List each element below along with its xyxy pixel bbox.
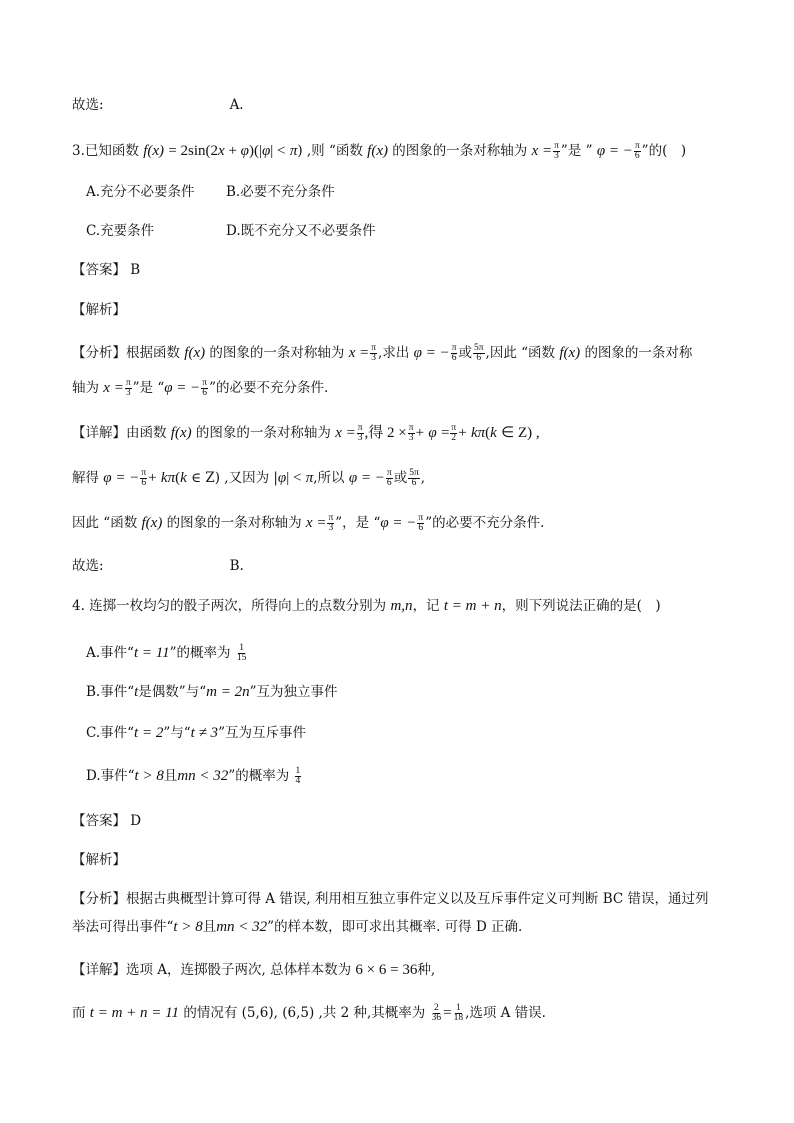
choose-answer: A.	[229, 97, 244, 113]
text: ”互为互斥事件	[218, 725, 306, 741]
text: 轴为	[72, 380, 99, 396]
fraction: $\frac{\pi}{3}$	[554, 141, 559, 161]
fraction: $\frac{2}{36}$	[431, 1003, 442, 1023]
text: ”的必要不充分条件.	[425, 515, 545, 531]
stem-text: ”是 ”	[560, 143, 593, 159]
fraction: $\frac{1}{18}$	[453, 1003, 464, 1023]
math-text: | <	[270, 143, 286, 159]
fraction: $\frac{\pi}{3}$	[328, 513, 334, 533]
q3-xiangjie-line2	[72, 468, 425, 488]
math-kpi: kπ	[160, 470, 176, 486]
q4-answer: 【答案】 D	[72, 813, 142, 829]
math-phi-eq: φ = −	[380, 515, 417, 531]
math-text: ,得 2 ×	[364, 425, 407, 441]
text: 因此 “函数	[72, 515, 138, 531]
math-expr: t > 8	[134, 768, 164, 784]
q4-xiangjie-line2	[72, 1003, 546, 1023]
math-x-eq: x =	[348, 345, 370, 361]
option-d[interactable]: D.既不充分又不必要条件	[226, 223, 376, 239]
math-t: t	[134, 684, 139, 700]
text: 的图象的一条对称	[584, 345, 693, 361]
q4-option-c[interactable]	[86, 723, 306, 743]
q3-options-row1	[86, 182, 335, 202]
text: ”，是 “	[335, 515, 381, 531]
text: ”的必要不充分条件.	[209, 380, 329, 396]
fraction: $\frac{1}{15}$	[236, 643, 247, 663]
fraction: $\frac{\pi}{3}$	[125, 378, 131, 398]
text: 且	[163, 768, 178, 784]
math-fx: f(x)	[170, 425, 192, 441]
math-text: +	[458, 425, 467, 441]
text: 或	[458, 345, 472, 361]
math-text: (	[175, 470, 181, 486]
q3-answer: 【答案】 B	[72, 262, 141, 278]
option-b[interactable]: B.必要不充分条件	[226, 184, 335, 200]
math-expr: t = 11	[133, 645, 170, 661]
q4-option-b[interactable]	[86, 682, 337, 702]
math-expr: t > 8	[173, 919, 203, 935]
math-phi-eq: φ = −	[164, 380, 201, 396]
text: 举法可得出事件“	[72, 919, 174, 935]
math-expr: m = 2n	[206, 684, 250, 700]
math-phi: φ	[240, 143, 249, 159]
math-x: x	[218, 143, 225, 159]
q3-conclusion	[72, 513, 544, 533]
fraction: $\frac{\pi}{3}$	[371, 343, 377, 363]
math-mn: m,n	[390, 598, 413, 614]
math-phi-eq: φ = −	[103, 470, 140, 486]
text: 种,	[417, 962, 436, 978]
math-text: )(|	[248, 143, 262, 159]
math-pi: π	[289, 143, 298, 159]
text: ”是 “	[132, 380, 165, 396]
math-fx: f(x)	[143, 143, 165, 159]
q3-xiangjie-line1	[72, 423, 540, 443]
fraction: $\frac{\pi}{6}$	[418, 513, 424, 533]
math-text: =	[443, 1005, 452, 1021]
text: ”的概率为	[228, 768, 290, 784]
fraction: $\frac{1}{4}$	[295, 766, 301, 786]
math-text: +	[148, 470, 157, 486]
math-phi-eq: φ = −	[596, 143, 633, 159]
math-text: ∈ Z) ,	[501, 425, 540, 441]
q4-option-d[interactable]	[86, 766, 302, 786]
math-text: = 2sin(2	[168, 143, 219, 159]
text: 的情况有 (5,6), (6,5) ,共 2 种,其概率为	[183, 1005, 426, 1021]
fraction: $\frac{5\pi}{6}$	[409, 468, 419, 488]
math-phi: φ	[261, 143, 271, 159]
math-expr: 6 × 6 = 36	[355, 962, 418, 978]
text: ,所以	[313, 470, 345, 486]
q3-jiexi-heading: 【解析】	[72, 302, 126, 318]
text: 的图象的一条对称轴为	[195, 425, 331, 441]
text: ,选项 A 错误.	[465, 1005, 546, 1021]
text: ∈ Z) ,又因为 |	[191, 470, 278, 486]
math-text: (	[485, 425, 491, 441]
fraction: $\frac{\pi}{6}$	[451, 343, 457, 363]
math-phi: φ	[277, 470, 287, 486]
question-number: 3.	[72, 143, 85, 159]
text: 解得	[72, 470, 99, 486]
q3-fenxi-line1	[72, 343, 692, 363]
text: ，记	[412, 598, 440, 614]
text: D.事件“	[86, 768, 135, 784]
text: ，则下列说法正确的是( )	[501, 598, 661, 614]
text: B.事件“	[86, 684, 135, 700]
fraction: $\frac{\pi}{2}$	[451, 423, 457, 443]
text: ”互为独立事件	[249, 684, 338, 700]
text: 【详解】由函数	[72, 425, 167, 441]
math-k: k	[180, 470, 187, 486]
math-fx: f(x)	[367, 143, 388, 159]
q4-stem	[72, 596, 661, 616]
math-expr: t ≠ 3	[190, 725, 219, 741]
math-phi: φ	[428, 425, 437, 441]
q3-options-row2	[86, 221, 376, 241]
text: 的图象的一条对称轴为	[166, 515, 302, 531]
text: ,	[420, 470, 426, 486]
text: 是偶数”与“	[138, 684, 207, 700]
text: 4. 连掷一枚均匀的骰子两次，所得向上的点数分别为	[72, 598, 387, 614]
fraction: $\frac{\pi}{6}$	[141, 468, 147, 488]
math-phi-eq: φ = −	[413, 345, 450, 361]
math-t-eq: t = m + n	[443, 598, 502, 614]
text: 【分析】根据函数	[72, 345, 180, 361]
fraction: $\frac{\pi}{6}$	[634, 141, 640, 161]
math-expr: t = 2	[134, 725, 164, 741]
text: 或	[393, 470, 408, 486]
math-expr: mn < 32	[177, 768, 229, 784]
text: ”的样本数，即可求出其概率. 可得 D 正确.	[267, 919, 523, 935]
q3-stem: 3.已知函数 f(x) = 2sin(2x + φ)(|φ| < π) ,则 “函数 f(x) 的图象的一条对称轴为 x = $\frac{\pi}{3}$ ”是 ” φ = − $\frac{\pi}{6}$ ”的( )	[72, 141, 687, 161]
stem-text: 已知函数	[84, 143, 139, 159]
q2-conclusion	[72, 95, 244, 115]
fraction: $\frac{\pi}{3}$	[357, 423, 363, 443]
fraction: $\frac{\pi}{3}$	[408, 423, 414, 443]
text: C.事件“	[86, 725, 135, 741]
text: ,因此 “函数	[485, 345, 556, 361]
text: 且	[202, 919, 217, 935]
math-fx: f(x)	[559, 345, 581, 361]
text: ”的概率为	[169, 645, 231, 661]
stem-text: ) ,则 “函数	[297, 143, 363, 159]
math-k: k	[490, 425, 497, 441]
option-c[interactable]: C.充要条件	[86, 223, 155, 239]
stem-text: ”的( )	[641, 143, 687, 159]
math-expr: mn < 32	[216, 919, 268, 935]
math-fx: f(x)	[184, 345, 206, 361]
fraction: $\frac{5\pi}{6}$	[473, 343, 484, 363]
fraction: $\frac{\pi}{6}$	[386, 468, 392, 488]
math-kpi: kπ	[470, 425, 486, 441]
choose-answer: B.	[229, 558, 244, 574]
choose-label: 故选:	[72, 97, 104, 113]
math-x-eq: x =	[103, 380, 124, 396]
choose-label: 故选:	[72, 558, 104, 574]
math-text: =	[440, 425, 450, 441]
math-x-eq: x =	[305, 515, 327, 531]
q4-xiangjie-line1	[72, 960, 435, 980]
math-x-eq: x =	[335, 425, 356, 441]
q3-choose	[72, 556, 244, 576]
fraction: $\frac{\pi}{6}$	[202, 378, 208, 398]
text: 的图象的一条对称轴为	[209, 345, 345, 361]
text: ,求出	[378, 345, 410, 361]
q4-fenxi-line2	[72, 917, 522, 937]
math-x-eq: x =	[531, 143, 553, 159]
q4-option-a[interactable]	[86, 643, 248, 663]
stem-text: 的图象的一条对称轴为	[392, 143, 528, 159]
text: A.事件“	[86, 645, 134, 661]
text: 而	[72, 1005, 86, 1021]
math-phi-eq: φ = −	[348, 470, 385, 486]
math-fx: f(x)	[141, 515, 163, 531]
text: ”与“	[163, 725, 191, 741]
math-text: +	[415, 425, 425, 441]
math-text: | <	[286, 470, 302, 486]
option-a[interactable]: A.充分不必要条件	[86, 184, 195, 200]
math-expr: t = m + n = 11	[89, 1005, 180, 1021]
q4-fenxi-line1: 【分析】根据古典概型计算可得 A 错误, 利用相互独立事件定义以及互斥事件定义可判断 BC 错误，通过列	[72, 891, 709, 907]
text: 【详解】选项 A，连掷骰子两次, 总体样本数为	[72, 962, 352, 978]
math-pi: π	[305, 470, 314, 486]
q3-fenxi-line2	[72, 378, 328, 398]
q4-jiexi-heading: 【解析】	[72, 852, 126, 868]
